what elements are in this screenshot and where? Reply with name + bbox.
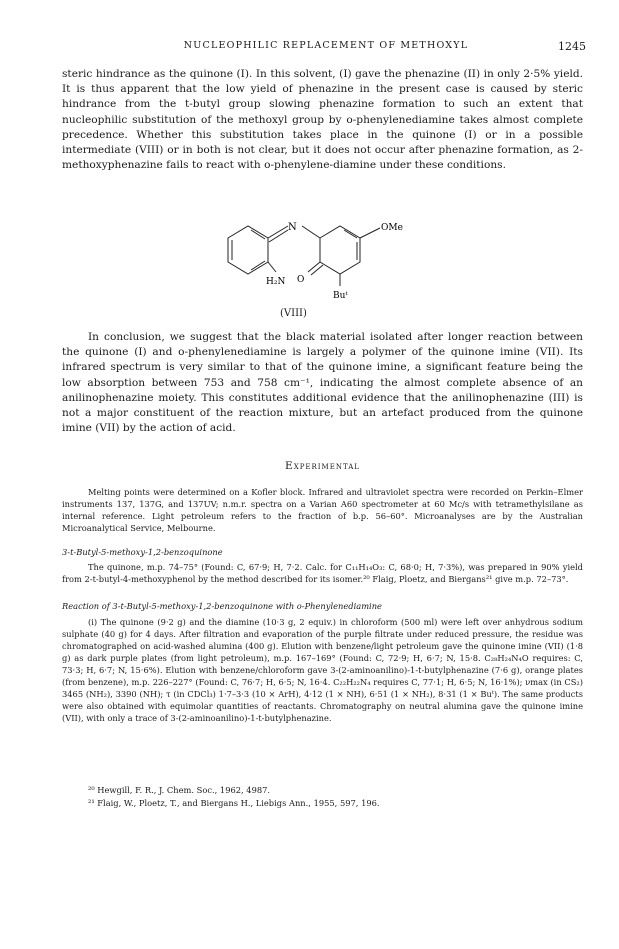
benzene-ring <box>228 226 268 274</box>
subheading-reaction: Reaction of 3-t-Butyl-5-methoxy-1,2-benzoquinone with o-Phenylenediamine <box>62 601 382 611</box>
quinone-ring <box>320 226 360 274</box>
running-header <box>66 40 586 54</box>
paragraph-steric-hindrance: steric hindrance as the quinone (I). In this solvent, (I) gave the phenazine (II) in only 2·5% yield. It is thus apparent that the low yield of phenazine in the present case is caused by steric hindrance from the t-butyl group slowing phenazine formation to such an extent that nucleophilic substitution of the methoxyl group by o-phenylenediamine takes almost complete precedence. Whether this substitution takes place in the quinone (I) or in a possible intermediate (VIII) or in both is not clear, but it does not occur after phenazine formation, as 2-methoxyphenazine fails to react with o-phenylene-diamine under these conditions. <box>62 68 583 172</box>
reference-21: ²¹ Flaig, W., Ploetz, T., and Biergans H., Liebigs Ann., 1955, 597, 196. <box>88 797 380 808</box>
subheading-quinone: 3-t-Butyl-5-methoxy-1,2-benzoquinone <box>62 547 223 557</box>
paragraph-methods: Melting points were determined on a Kofler block. Infrared and ultraviolet spectra were recorded on Perkin–Elmer instruments 137, 137G, and 137UV; n.m.r. spectra on a Varian A60 spectrometer at 60 Mc/s with tetramethylsilane as internal reference. Light petroleum refers to the fraction of b.p. 56–60°. Microanalyses are by the Australian Microanalytical Service, Melbourne. <box>62 487 583 533</box>
tert-butyl-label: Buᵗ <box>333 291 348 301</box>
paragraph-reaction: (i) The quinone (9·2 g) and the diamine (10·3 g, 2 equiv.) in chloroform (500 ml) were left over anhydrous sodium sulphate (40 g) for 4 days. After filtration and evaporation of the purple filtrate under reduced pressure, the residue was chromatographed on acid-washed alumina (400 g). Elution with benzene/light petroleum gave the quinone imine (VII) (1·8 g) as dark purple plates (from light petroleum), m.p. 167–169° (Found: C, 72·9; H, 6·7; N, 15·8. C₂₈H₂₄N₄O requires: C, 73·3; H, 6·7; N, 15·6%). Elution with benzene/chloroform gave 3-(2-aminoanilino)-1-t-butylphenazine (7·6 g), orange plates (from benzene), m.p. 226–227° (Found: C, 76·7; H, 6·5; N, 16·4. C₂₂H₂₂N₄ requires C, 77·1; H, 6·5; N, 16·1%); νmax (in CS₂) 3465 (NH₂), 3390 (NH); τ (in CDCl₃) 1·7–3·3 (10 × ArH), 4·12 (1 × NH), 6·51 (1 × NH₂), 8·31 (1 × Buᵗ). The same products were also obtained with equimolar quantities of reactants. Chromatography on neutral alumina gave the quinone imine (VII), with only a trace of 3-(2-aminoanilino)-1-t-butylphenazine. <box>62 617 583 723</box>
carbonyl-oxygen-label: O <box>297 275 305 285</box>
page-number: 1245 <box>558 40 586 53</box>
methoxy-label: OMe <box>381 223 403 233</box>
compound-label: (VIII) <box>280 308 307 319</box>
structure-viii-diagram <box>208 206 428 308</box>
imine-nitrogen-label: N <box>288 222 297 233</box>
section-heading-experimental: Experimental <box>285 460 360 472</box>
amino-label: H₂N <box>266 277 286 287</box>
reference-20: ²⁰ Hewgill, F. R., J. Chem. Soc., 1962, 4987. <box>88 785 271 795</box>
running-title: NUCLEOPHILIC REPLACEMENT OF METHOXYL <box>183 40 469 51</box>
paragraph-quinone-prep: The quinone, m.p. 74–75° (Found: C, 67·9; H, 7·2. Calc. for C₁₁H₁₄O₃: C, 68·0; H, 7·3%), was prepared in 90% yield from 2-t-butyl-4-methoxyphenol by the method described for its isomer.²⁰ Flaig, Ploetz, and Biergans²¹ give m.p. 72–73°. <box>62 562 583 584</box>
footnote-references <box>88 784 583 809</box>
paragraph-conclusion: In conclusion, we suggest that the black material isolated after longer reaction between the quinone (I) and o-phenylenediamine is largely a polymer of the quinone imine (VII). Its infrared spectrum is very similar to that of the quinone imine, a significant feature being the low absorption between 753 and 758 cm⁻¹, indicating the almost complete absence of an anilinophenazine moiety. This constitutes additional evidence that the anilinophenazine (III) is not a major constituent of the reaction mixture, but an artefact produced from the quinone imine (VII) by the action of acid. <box>62 331 583 435</box>
